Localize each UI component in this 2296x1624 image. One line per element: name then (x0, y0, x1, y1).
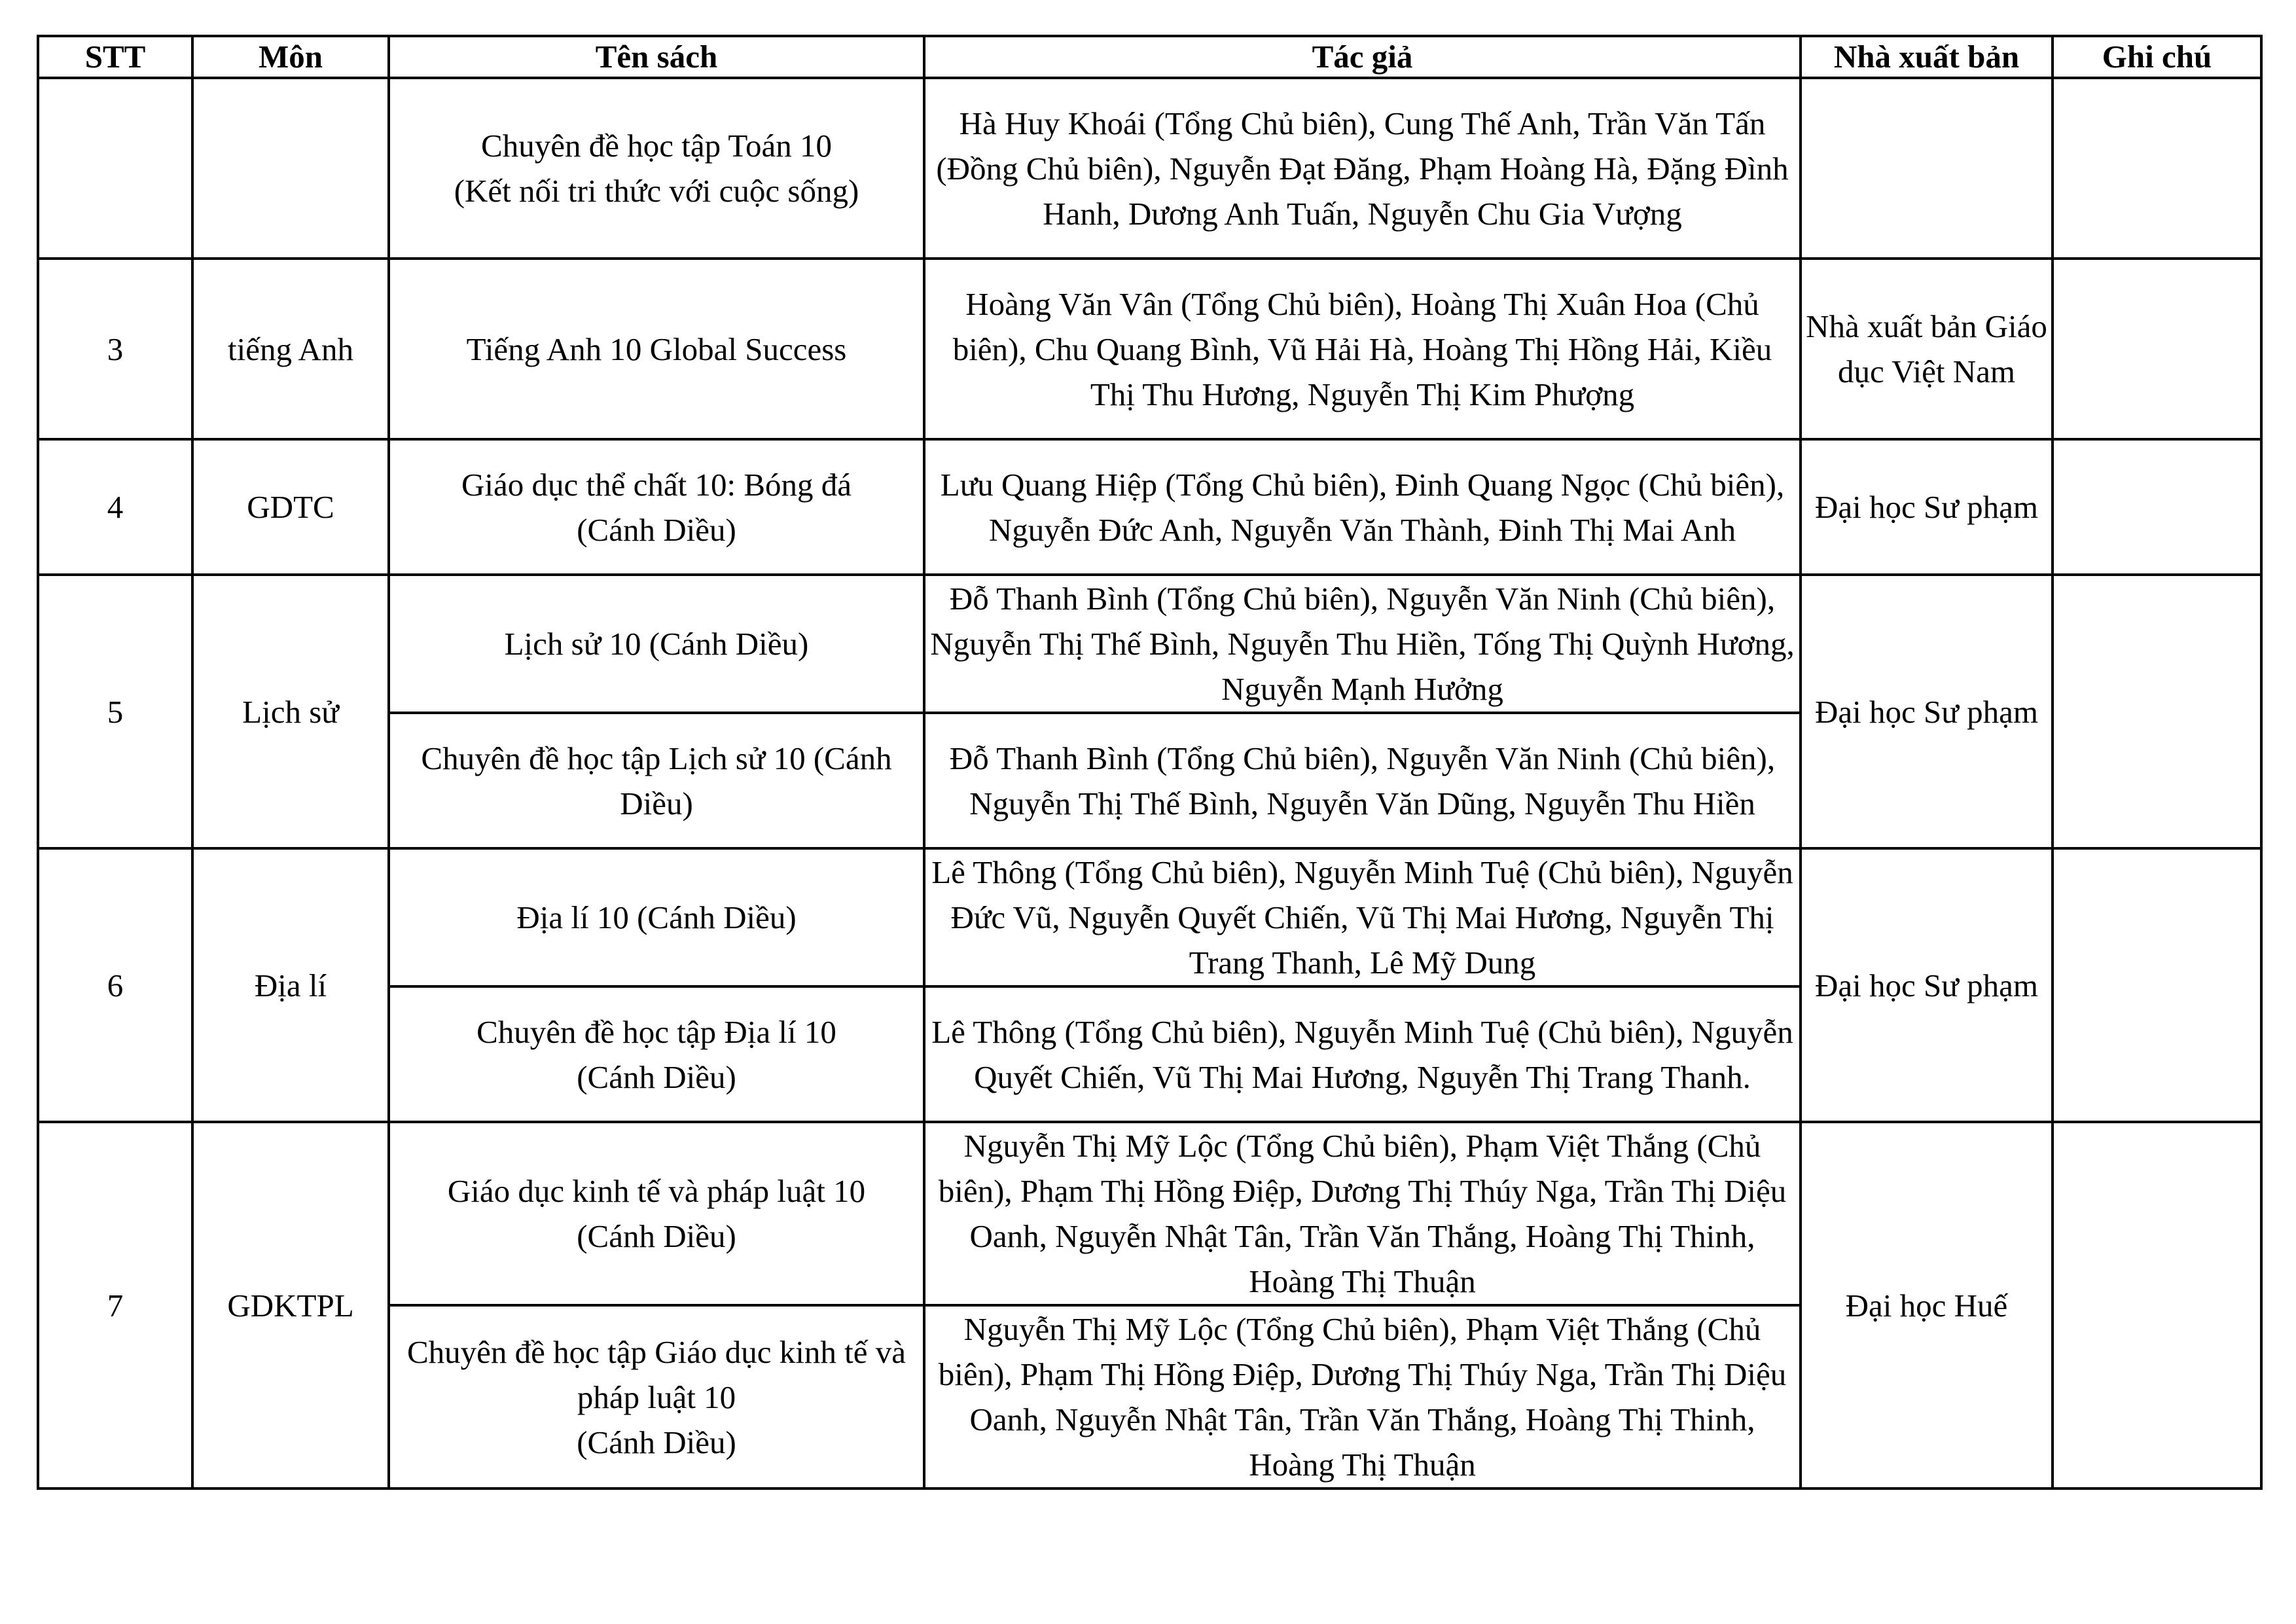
cell-ghi-chu (2053, 1122, 2261, 1489)
cell-ten-sach: Giáo dục kinh tế và pháp luật 10 (Cánh Diều) (389, 1122, 924, 1305)
cell-mon: GDKTPL (192, 1122, 389, 1489)
table-row (38, 1122, 2261, 1305)
header-ten-sach: Tên sách (389, 36, 924, 78)
cell-nxb (1801, 78, 2053, 259)
cell-stt (38, 78, 192, 259)
cell-nxb: Đại học Sư phạm (1801, 439, 2053, 575)
table-body (38, 78, 2261, 1489)
cell-tac-gia: Nguyễn Thị Mỹ Lộc (Tổng Chủ biên), Phạm Việt Thắng (Chủ biên), Phạm Thị Hồng Điệp, Dương Thị Thúy Nga, Trần Thị Diệu Oanh, Nguyễn Nhật Tân, Trần Văn Thắng, Hoàng Thị Thinh, Hoàng Thị Thuận (924, 1122, 1801, 1305)
cell-tac-gia: Lê Thông (Tổng Chủ biên), Nguyễn Minh Tuệ (Chủ biên), Nguyễn Đức Vũ, Nguyễn Quyết Chiến, Vũ Thị Mai Hương, Nguyễn Thị Trang Thanh, Lê Mỹ Dung (924, 848, 1801, 986)
cell-ghi-chu (2053, 259, 2261, 439)
cell-ten-sach: Chuyên đề học tập Địa lí 10 (Cánh Diều) (389, 986, 924, 1122)
cell-tac-gia: Nguyễn Thị Mỹ Lộc (Tổng Chủ biên), Phạm Việt Thắng (Chủ biên), Phạm Thị Hồng Điệp, Dương Thị Thúy Nga, Trần Thị Diệu Oanh, Nguyễn Nhật Tân, Trần Văn Thắng, Hoàng Thị Thinh, Hoàng Thị Thuận (924, 1305, 1801, 1489)
cell-ghi-chu (2053, 439, 2261, 575)
table-row (38, 848, 2261, 986)
cell-tac-gia: Hà Huy Khoái (Tổng Chủ biên), Cung Thế Anh, Trần Văn Tấn (Đồng Chủ biên), Nguyễn Đạt Đăng, Phạm Hoàng Hà, Đặng Đình Hanh, Dương Anh Tuấn, Nguyễn Chu Gia Vượng (924, 78, 1801, 259)
cell-tac-gia: Đỗ Thanh Bình (Tổng Chủ biên), Nguyễn Văn Ninh (Chủ biên), Nguyễn Thị Thế Bình, Nguyễn Văn Dũng, Nguyễn Thu Hiền (924, 713, 1801, 848)
header-nxb: Nhà xuất bản (1801, 36, 2053, 78)
cell-nxb: Đại học Huế (1801, 1122, 2053, 1489)
table-row (38, 78, 2261, 259)
cell-ten-sach: Tiếng Anh 10 Global Success (389, 259, 924, 439)
cell-ten-sach: Chuyên đề học tập Giáo dục kinh tế và pháp luật 10 (Cánh Diều) (389, 1305, 924, 1489)
cell-mon: tiếng Anh (192, 259, 389, 439)
cell-tac-gia: Đỗ Thanh Bình (Tổng Chủ biên), Nguyễn Văn Ninh (Chủ biên), Nguyễn Thị Thế Bình, Nguyễn Thu Hiền, Tống Thị Quỳnh Hương, Nguyễn Mạnh Hưởng (924, 575, 1801, 713)
cell-mon: Lịch sử (192, 575, 389, 848)
cell-ghi-chu (2053, 78, 2261, 259)
cell-tac-gia: Hoàng Văn Vân (Tổng Chủ biên), Hoàng Thị Xuân Hoa (Chủ biên), Chu Quang Bình, Vũ Hải Hà, Hoàng Thị Hồng Hải, Kiều Thị Thu Hương, Nguyễn Thị Kim Phượng (924, 259, 1801, 439)
cell-nxb: Nhà xuất bản Giáo dục Việt Nam (1801, 259, 2053, 439)
cell-mon: Địa lí (192, 848, 389, 1122)
cell-ghi-chu (2053, 575, 2261, 848)
cell-mon (192, 78, 389, 259)
table-row (38, 439, 2261, 575)
table-row (38, 575, 2261, 713)
header-ghi-chu: Ghi chú (2053, 36, 2261, 78)
cell-stt: 3 (38, 259, 192, 439)
cell-stt: 4 (38, 439, 192, 575)
cell-nxb: Đại học Sư phạm (1801, 848, 2053, 1122)
cell-ten-sach: Giáo dục thể chất 10: Bóng đá (Cánh Diều) (389, 439, 924, 575)
cell-mon: GDTC (192, 439, 389, 575)
cell-ten-sach: Lịch sử 10 (Cánh Diều) (389, 575, 924, 713)
cell-ghi-chu (2053, 848, 2261, 1122)
cell-stt: 6 (38, 848, 192, 1122)
header-stt: STT (38, 36, 192, 78)
textbook-table (37, 35, 2263, 1490)
table-row (38, 259, 2261, 439)
cell-nxb: Đại học Sư phạm (1801, 575, 2053, 848)
cell-ten-sach: Chuyên đề học tập Toán 10 (Kết nối tri thức với cuộc sống) (389, 78, 924, 259)
header-row (38, 36, 2261, 78)
header-tac-gia: Tác giả (924, 36, 1801, 78)
cell-ten-sach: Địa lí 10 (Cánh Diều) (389, 848, 924, 986)
cell-stt: 7 (38, 1122, 192, 1489)
cell-tac-gia: Lê Thông (Tổng Chủ biên), Nguyễn Minh Tuệ (Chủ biên), Nguyễn Quyết Chiến, Vũ Thị Mai Hương, Nguyễn Thị Trang Thanh. (924, 986, 1801, 1122)
cell-stt: 5 (38, 575, 192, 848)
cell-tac-gia: Lưu Quang Hiệp (Tổng Chủ biên), Đinh Quang Ngọc (Chủ biên), Nguyễn Đức Anh, Nguyễn Văn Thành, Đinh Thị Mai Anh (924, 439, 1801, 575)
header-mon: Môn (192, 36, 389, 78)
cell-ten-sach: Chuyên đề học tập Lịch sử 10 (Cánh Diều) (389, 713, 924, 848)
table-header (38, 36, 2261, 78)
